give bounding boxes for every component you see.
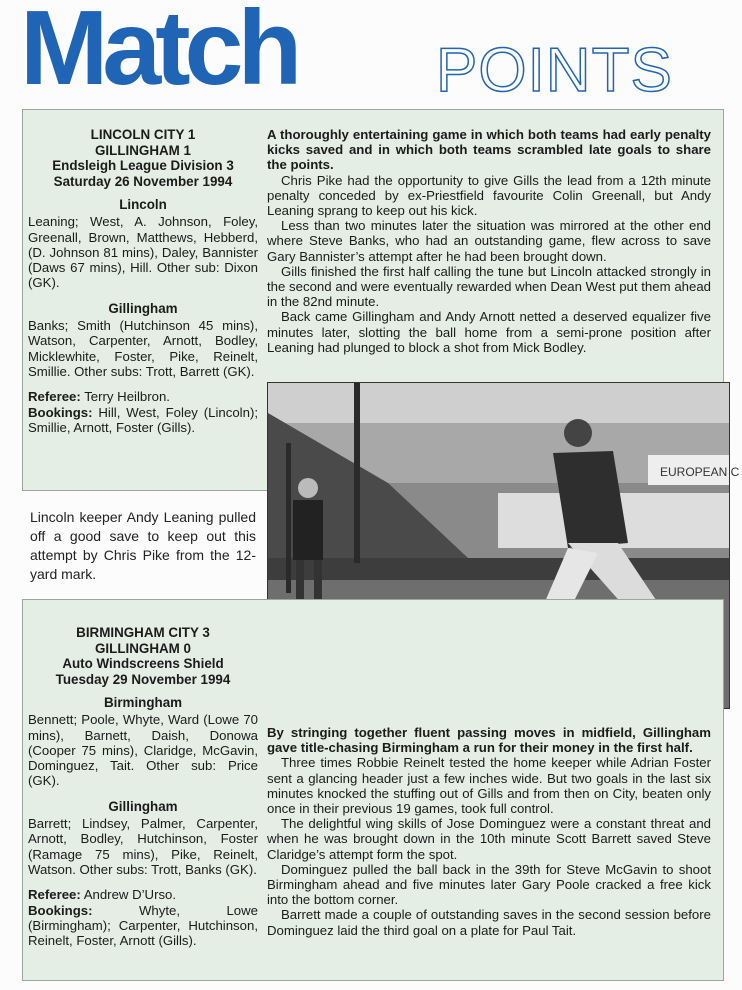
match2-referee-name: Andrew D’Urso. [83, 887, 177, 903]
match2-bookings [28, 903, 258, 949]
match2-report-para: The delightful wing skills of Jose Dominguez were a constant threat and when he was brought down in the 10th minute Scott Barrett saved Steve Claridge’s attempt form the spot. [267, 816, 711, 862]
match2-team-line1: BIRMINGHAM CITY 3 [76, 625, 210, 640]
match1-bookings [28, 405, 258, 436]
match2-report-lead: By stringing together fluent passing moves in midfield, Gillingham gave title-chasing Birmingham a run for their money in the first half. [267, 725, 711, 756]
match1-report-para: Gills finished the first half calling the tune but Lincoln attacked strongly in the second and were eventually rewarded when Dean West put them ahead in the 82nd minute. [267, 263, 711, 310]
photo-banner-text: EUROPEAN C [660, 465, 740, 479]
match2-bookings-text: Whyte, Lowe (Birmingham); Carpenter, Hutchinson, Reinelt, Foster, Arnott (Gills). [28, 902, 258, 949]
match1-team-line1: LINCOLN CITY 1 [90, 127, 196, 142]
match2-referee-label: Referee: [28, 887, 81, 903]
match2-home-lineup: Bennett; Poole, Whyte, Ward (Lowe 70 mins), Barnett, Daish, Donowa (Cooper 75 mins), Claridge, McGavin, Dominguez, Tait. Other sub: Price (GK). [28, 712, 258, 789]
match2-report-para: Dominguez pulled the ball back in the 39th for Steve McGavin to shoot Birmingham ahead and five minutes later Gary Poole cracked a free kick into the bottom corner. [267, 861, 711, 908]
match2-bookings-label: Bookings: [28, 902, 93, 918]
match1-competition: Endsleigh League Division 3 [52, 158, 234, 173]
match1-referee-name: Terry Heilbron. [84, 389, 170, 405]
match1-report-para: Back came Gillingham and Andy Arnott netted a deserved equalizer five minutes later, slotting the ball home from a semi-prone position after Leaning had plunged to block a shot from Mick Bodley. [267, 309, 711, 355]
match2-report-para: Barrett made a couple of outstanding saves in the second session before Dominguez laid the third goal on a plate for Paul Tait. [267, 907, 711, 938]
match2-report-para: Three times Robbie Reinelt tested the home keeper while Adrian Foster sent a glancing header just a few inches wide. But two goals in the last six minutes knocked the stuffing out of Gills and from then on City, beaten only once in their previous 19 games, took full control. [267, 755, 711, 817]
match2-away-lineup: Barrett; Lindsey, Palmer, Carpenter, Arnott, Bodley, Hutchinson, Foster (Ramage 75 mins), Pike, Reinelt, Watson. Other subs: Trott, Banks (GK). [28, 816, 258, 877]
match1-date: Saturday 26 November 1994 [53, 173, 233, 189]
match1-details [28, 127, 258, 435]
page-header [0, 0, 742, 107]
match2-competition: Auto Windscreens Shield [62, 656, 224, 671]
match2-team-line2: GILLINGHAM 0 [95, 640, 191, 656]
match1-away-team: Gillingham [108, 300, 178, 316]
title-points: POINTS [436, 36, 673, 105]
match1-home-team: Lincoln [119, 197, 167, 212]
match1-report-para: Chris Pike had the opportunity to give Gills the lead from a 12th minute penalty conceded by ex-Priestfield favourite Colin Greenall, but Andy Leaning sprang to keep out his kick. [267, 172, 711, 219]
match2-date: Tuesday 29 November 1994 [55, 671, 231, 687]
title-match: Match [20, 0, 297, 107]
match2-details [28, 625, 258, 948]
match2-report [267, 725, 711, 938]
match2-referee [28, 887, 258, 902]
match1-away-lineup: Banks; Smith (Hutchinson 45 mins), Watson, Carpenter, Arnott, Bodley, Micklewhite, Foster, Pike, Reinelt, Smillie. Other subs: Trott, Barrett (GK). [28, 318, 258, 379]
match1-report [267, 127, 711, 355]
match1-bookings-text: Hill, West, Foley (Lincoln); Smillie, Arnott, Foster (Gills). [28, 404, 259, 435]
photo-caption: Lincoln keeper Andy Leaning pulled off a good save to keep out this attempt by Chris Pike from the 12-yard mark. [30, 509, 256, 582]
match2-home-team: Birmingham [103, 695, 183, 710]
match2-away-team: Gillingham [108, 798, 178, 814]
match1-team-line2: GILLINGHAM 1 [95, 142, 191, 158]
match1-bookings-label: Bookings: [28, 404, 93, 420]
match1-referee-label: Referee: [28, 389, 81, 405]
match1-report-para: Less than two minutes later the situation was mirrored at the other end where Steve Banks, who had an outstanding game, flew across to save Gary Bannister’s attempt after he had been brought down. [267, 218, 711, 264]
match1-report-lead: A thoroughly entertaining game in which both teams had early penalty kicks saved and in which both teams scrambled late goals to share the points. [267, 127, 711, 173]
match1-referee [28, 389, 258, 404]
match1-home-lineup: Leaning; West, A. Johnson, Foley, Greenall, Brown, Matthews, Hebberd, (D. Johnson 81 mins), Daley, Bannister (Daws 67 mins), Hill. Other sub: Dixon (GK). [28, 214, 258, 291]
